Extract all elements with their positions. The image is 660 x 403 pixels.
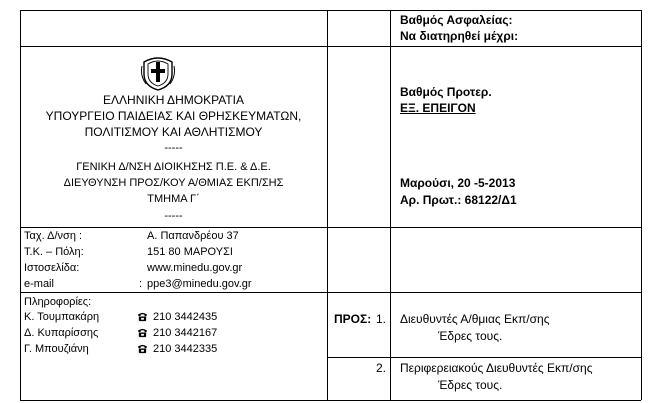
telephone-icon — [137, 343, 148, 354]
info-label: Πληροφορίες: — [24, 296, 92, 308]
row-divider-2 — [20, 227, 641, 228]
recipient-number: 2. — [376, 361, 387, 375]
table-border-right — [641, 10, 642, 400]
column-divider-right — [390, 10, 391, 400]
street-label: Ταχ. Δ/νση : — [24, 230, 83, 242]
greek-coat-of-arms-icon — [140, 52, 176, 92]
telephone-icon — [137, 311, 148, 322]
contact-phone: 210 3442435 — [153, 311, 218, 323]
postal-value: 151 80 ΜΑΡΟΥΣΙ — [147, 246, 233, 258]
row-divider-3 — [20, 292, 641, 293]
recipient-line-2: Έδρες τους. — [438, 378, 503, 392]
contact-name: Δ. Κυπαρίσσης — [24, 327, 99, 339]
contact-name: Κ. Τουμπακάρη — [24, 311, 100, 323]
header-separator-2: ----- — [164, 210, 183, 222]
recipient-line-1: Περιφερειακούς Διευθυντές Εκπ/σης — [400, 361, 593, 375]
protocol-number: Αρ. Πρωτ.: 68122/Δ1 — [400, 193, 517, 207]
ministry-line-1: ΥΠΟΥΡΓΕΙΟ ΠΑΙΔΕΙΑΣ ΚΑΙ ΘΡΗΣΚΕΥΜΑΤΩΝ, — [45, 109, 302, 123]
retain-until-label: Να διατηρηθεί μέχρι: — [400, 29, 519, 43]
security-grade-label: Βαθμός Ασφαλείας: — [400, 13, 513, 27]
contact-name: Γ. Μπουζιάνη — [24, 343, 89, 355]
email-value: ppe3@minedu.gov.gr — [147, 278, 252, 290]
contact-phone: 210 3442335 — [153, 343, 218, 355]
postal-label: Τ.Κ. – Πόλη: — [24, 246, 84, 258]
recipient-line-2: Έδρες τους. — [438, 329, 503, 343]
priority-value: ΕΞ. ΕΠΕΙΓΟΝ — [400, 101, 476, 115]
website-label: Ιστοσελίδα: — [24, 262, 80, 274]
telephone-icon — [137, 327, 148, 338]
recipient-number: 1. — [376, 312, 387, 326]
email-label: e-mail — [24, 278, 54, 290]
ministry-line-2: ΠΟΛΙΤΙΣΜΟΥ ΚΑΙ ΑΘΛΗΤΙΣΜΟΥ — [84, 125, 263, 139]
table-border-bottom — [20, 400, 641, 401]
country-name: ΕΛΛΗΝΙΚΗ ΔΗΜΟΚΡΑΤΙΑ — [103, 93, 244, 107]
recipient-line-1: Διευθυντές Α/θμιας Εκπ/σης — [400, 312, 550, 326]
department-name: ΔΙΕΥΘΥΝΣΗ ΠΡΟΣ/ΚΟΥ Α/ΘΜΙΑΣ ΕΚΠ/ΣΗΣ — [63, 177, 284, 189]
to-label: ΠΡΟΣ: — [334, 312, 372, 326]
website-value: www.minedu.gov.gr — [147, 262, 243, 274]
row-divider-4 — [327, 357, 641, 358]
contact-phone: 210 3442167 — [153, 327, 218, 339]
email-separator: : — [139, 278, 143, 290]
section-name: ΤΜΗΜΑ Γ΄ — [147, 193, 200, 205]
directorate-name: ΓΕΝΙΚΗ Δ/ΝΣΗ ΔΙΟΙΚΗΣΗΣ Π.Ε. & Δ.Ε. — [76, 161, 271, 173]
priority-label: Βαθμός Προτερ. — [400, 85, 492, 99]
header-separator: ----- — [164, 142, 183, 154]
column-divider-main — [327, 10, 328, 400]
table-border-top — [20, 10, 641, 11]
street-value: Α. Παπανδρέου 37 — [147, 230, 239, 242]
row-divider-1 — [20, 46, 641, 47]
document-date: Μαρούσι, 20 -5-2013 — [400, 176, 516, 190]
